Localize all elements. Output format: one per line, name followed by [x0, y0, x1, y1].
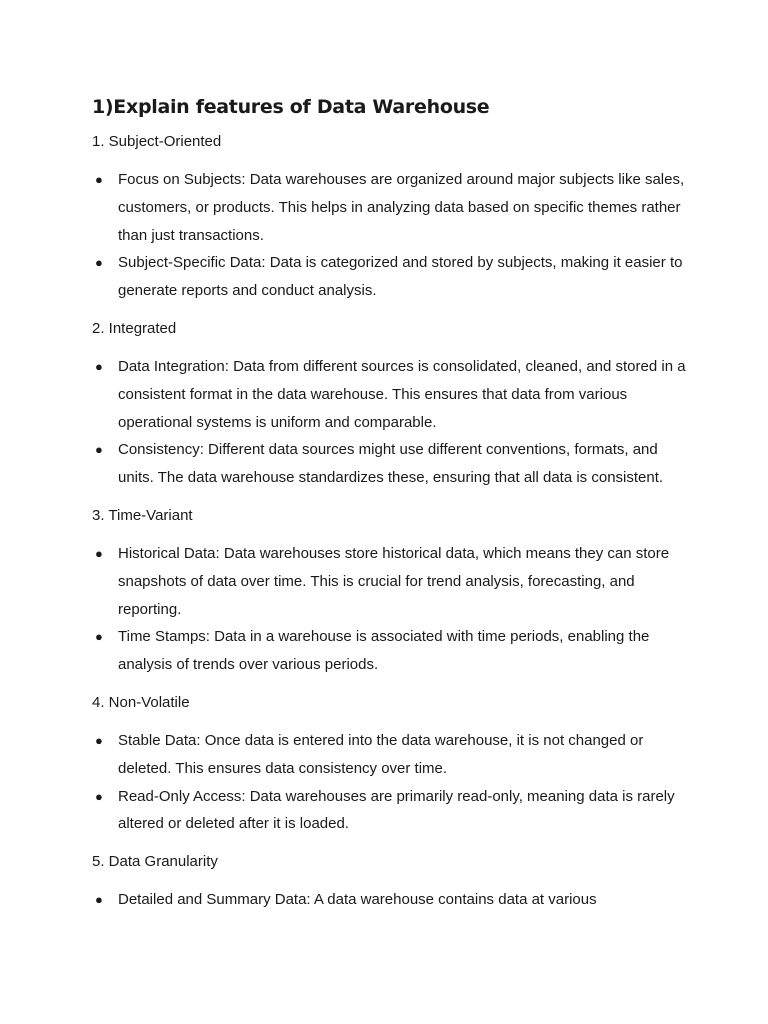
list-item-text: Subject-Specific Data: Data is categorized and stored by subjects, making it easier to generate reports and conduct analysis. [118, 254, 683, 300]
list-item-text: Focus on Subjects: Data warehouses are organized around major subjects like sales, customers, or products. This helps in analyzing data based on specific themes rather than just transactions. [118, 171, 685, 244]
bullet-list [92, 886, 692, 914]
section-heading: 2. Integrated [92, 319, 177, 337]
bullet-list [92, 727, 692, 838]
list-item [92, 727, 692, 783]
bullet-list [92, 540, 692, 679]
section-heading: 1. Subject-Oriented [92, 133, 222, 150]
list-item [92, 353, 692, 436]
list-item-text: Consistency: Different data sources might use different conventions, formats, and units. The data warehouse standardizes these, ensuring that all data is consistent. [118, 441, 664, 487]
list-item-text: Detailed and Summary Data: A data warehouse contains data at various [118, 891, 597, 909]
list-item-text: Stable Data: Once data is entered into the data warehouse, it is not changed or deleted. This ensures data consistency over time. [118, 731, 644, 777]
bullet-icon: ● [95, 788, 103, 804]
list-item [92, 540, 692, 623]
list-item [92, 623, 692, 679]
section-time-variant [92, 506, 692, 679]
list-item [92, 249, 692, 305]
section-heading: 5. Data Granularity [92, 853, 218, 871]
list-item-text: Read-Only Access: Data warehouses are primarily read-only, meaning data is rarely altered or deleted after it is loaded. [118, 787, 675, 833]
list-item [92, 783, 692, 839]
section-data-granularity [92, 852, 692, 914]
document-page [92, 93, 692, 928]
bullet-icon: ● [95, 545, 103, 561]
list-item [92, 166, 692, 249]
bullet-icon: ● [95, 255, 103, 271]
bullet-icon: ● [95, 892, 103, 908]
document-title: 1)Explain features of Data Warehouse [92, 96, 490, 118]
bullet-icon: ● [95, 358, 103, 374]
bullet-icon: ● [95, 442, 103, 458]
bullet-list [92, 353, 692, 492]
section-non-volatile [92, 693, 692, 838]
section-heading: 3. Time-Variant [92, 506, 193, 524]
bullet-icon: ● [95, 172, 103, 187]
section-subject-oriented [92, 132, 692, 305]
list-item-text: Historical Data: Data warehouses store historical data, which means they can store snapshots of data over time. This is crucial for trend analysis, forecasting, and reporting. [118, 544, 670, 618]
list-item-text: Time Stamps: Data in a warehouse is associated with time periods, enabling the analysis of trends over various periods. [118, 628, 650, 674]
bullet-list [92, 166, 692, 305]
bullet-icon: ● [95, 732, 103, 748]
section-integrated [92, 319, 692, 492]
list-item-text: Data Integration: Data from different sources is consolidated, cleaned, and stored in a consistent format in the data warehouse. This ensures that data from various operational systems is uniform and comparable. [118, 357, 686, 431]
section-heading: 4. Non-Volatile [92, 693, 190, 711]
list-item [92, 886, 692, 914]
list-item [92, 436, 692, 492]
bullet-icon: ● [95, 629, 103, 645]
